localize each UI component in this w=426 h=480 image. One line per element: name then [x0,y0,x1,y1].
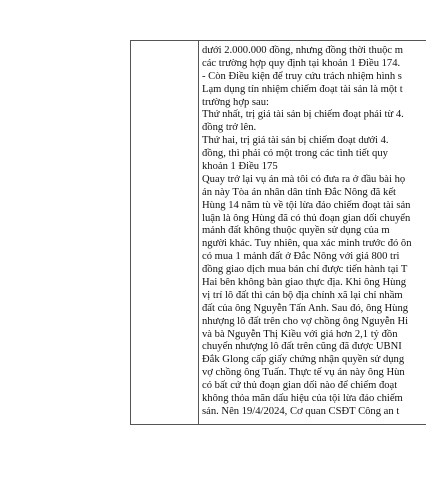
text-line: Hai bên không bàn giao thực địa. Khi ông Hùng [202,277,407,289]
text-line: Thứ hai, trị giá tài sản bị chiếm đoạt dưới 4. [202,135,389,147]
text-line: Lạm dụng tín nhiệm chiếm đoạt tài sản là một t [202,83,403,95]
text-line: Quay trở lại vụ án mà tôi có đưa ra ở đầu bài họ [202,173,406,185]
text-line: luận là ông Hùng đã có thủ đoạn gian dối chuyển [202,212,411,224]
text-line: dưới 2.000.000 đồng, nhưng đồng thời thuộc m [202,45,404,56]
text-line: - Còn Điều kiện để truy cứu trách nhiệm hình s [202,70,402,82]
text-line: có bất cứ thủ đoạn gian dối nào để chiếm đoạt [202,380,398,392]
document-table [130,40,426,425]
table-column-divider [198,41,199,424]
text-line: nhượng lô đất trên cho vợ chồng ông Nguyễn Hi [202,315,409,327]
text-line: đồng, thì phải có một trong các tình tiết quy [202,148,388,160]
text-line: mảnh đất không thuộc quyền sử dụng của m [202,225,390,237]
text-line: chuyển nhượng lô đất trên cũng đã được UBNI [202,341,402,353]
text-line: sản. Nên 19/4/2024, Cơ quan CSĐT Công an t [202,405,400,417]
text-line: Thứ nhất, trị giá tài sản bị chiếm đoạt phải từ 4. [202,109,404,121]
text-line: đất của ông Nguyễn Tấn Anh. Sau đó, ông Hùng [202,302,409,314]
text-line: người khác. Tuy nhiên, qua xác minh trước đó ôn [202,238,412,250]
text-line: khoản 1 Điều 175 [202,161,278,173]
text-line: các trường hợp quy định tại khoản 1 Điều 174. [202,57,401,69]
text-line: trường hợp sau: [202,96,269,108]
text-line: không thỏa mãn dấu hiệu của tội lừa đảo chiếm [202,393,403,405]
text-line: Đắk Glong cấp giấy chứng nhận quyền sử dụng [202,354,405,366]
text-line: và bà Nguyễn Thị Kiều với giá hơn 2,1 tỷ đồn [202,328,398,340]
text-line: Hùng 14 năm tù về tội lừa đảo chiếm đoạt tài sản [202,199,411,211]
text-line: có mua 1 mảnh đất ở Đắc Nông với giá 800 tri [202,251,400,263]
table-left-border [130,41,131,424]
text-line: đồng giao dịch mua bán chỉ được tiến hành tại T [202,264,408,276]
text-line: vị trí lô đất thì cán bộ địa chính xã lại chỉ nhầm [202,289,403,301]
text-line: án này Tòa án nhân dân tỉnh Đắc Nông đã kết [202,186,396,198]
table-content-cell [202,45,426,419]
text-line: đồng trở lên. [202,122,257,134]
text-line: vợ chồng ông Tuấn. Thực tế vụ án này ông Hùn [202,367,405,379]
